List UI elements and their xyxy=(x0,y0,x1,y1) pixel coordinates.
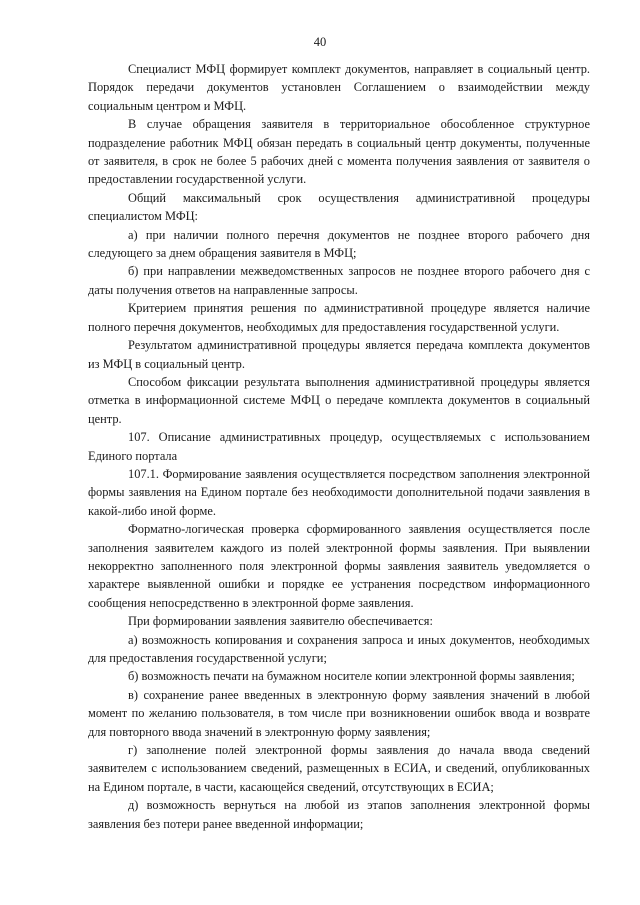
section-heading: 107. Описание административных процедур, осуществляемых с использованием Единого портала xyxy=(88,430,590,463)
paragraph: Критерием принятия решения по административной процедуре является наличие полного перечня документов, необходимых для предоставления государственной услуги. xyxy=(88,301,590,334)
paragraph: б) при направлении межведомственных запросов не позднее второго рабочего дня с даты получения ответов на направленные запросы. xyxy=(88,264,590,297)
list-item: а) возможность копирования и сохранения запроса и иных документов, необходимых для предоставления государственной услуги; xyxy=(88,632,590,665)
page-number: 40 xyxy=(313,35,327,49)
paragraph: Форматно-логическая проверка сформированного заявления осуществляется после заполнения заявителем каждого из полей электронной формы заявления. При выявлении некорректно заполненного поля электронной формы заявления заявитель уведомляется о характере выявленной ошибки и порядке ее устранения посредством информационного сообщения непосредственно в электронной форме заявления. xyxy=(88,522,590,610)
list-item: б) возможность печати на бумажном носителе копии электронной формы заявления; xyxy=(128,669,575,684)
list-item: г) заполнение полей электронной формы заявления до начала ввода сведений заявителем с использованием сведений, размещенных в ЕСИА, и сведений, опубликованных на Едином портале, в части, касающейся сведений, отсутствующих в ЕСИА; xyxy=(88,743,590,794)
list-item: д) возможность вернуться на любой из этапов заполнения электронной формы заявления без потери ранее введенной информации; xyxy=(88,798,590,831)
paragraph: а) при наличии полного перечня документов не позднее второго рабочего дня следующего за днем обращения заявителя в МФЦ; xyxy=(88,227,590,261)
paragraph: В случае обращения заявителя в территориальное обособленное структурное подразделение работник МФЦ обязан передать в социальный центр документы, полученные от заявителя, в срок не более 5 рабочих дней с момента получения заявления от заявителя о предоставлении государственной услуги. xyxy=(88,117,590,187)
paragraph: При формировании заявления заявителю обеспечивается: xyxy=(128,614,433,629)
paragraph: Результатом административной процедуры является передача комплекта документов из МФЦ в социальный центр. xyxy=(88,338,590,371)
document-body xyxy=(88,60,590,833)
paragraph: Способом фиксации результата выполнения административной процедуры является отметка в информационной системе МФЦ о передаче комплекта документов в социальный центр. xyxy=(88,374,590,426)
list-item: в) сохранение ранее введенных в электронную форму заявления значений в любой момент по желанию пользователя, в том числе при возникновении ошибок ввода и возврате для повторного ввода значений в электронную форму заявления; xyxy=(88,687,590,739)
paragraph: Общий максимальный срок осуществления административной процедуры специалистом МФЦ: xyxy=(88,190,590,224)
paragraph: Специалист МФЦ формирует комплект документов, направляет в социальный центр. Порядок передачи документов установлен Соглашением о взаимодействии между социальным центром и МФЦ. xyxy=(88,62,590,113)
paragraph: 107.1. Формирование заявления осуществляется посредством заполнения электронной формы заявления на Едином портале без необходимости дополнительной подачи заявления в какой-либо иной форме. xyxy=(88,466,590,518)
